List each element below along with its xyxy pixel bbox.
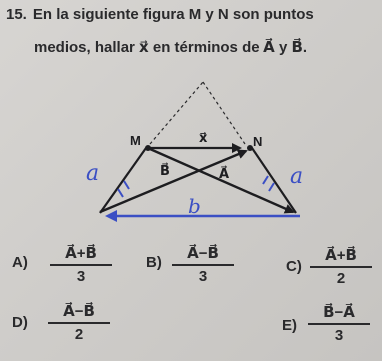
option-d-fraction	[48, 302, 110, 343]
handwritten-b-bottom: b	[188, 194, 201, 218]
option-d-letter: D)	[12, 314, 28, 331]
option-b-fraction	[172, 244, 234, 285]
label-x: x⃗	[199, 130, 208, 145]
option-a-fraction	[50, 244, 112, 285]
option-a-numerator: A⃗+B⃗	[50, 244, 112, 266]
option-c-denominator: 2	[336, 270, 346, 287]
option-e-fraction	[308, 303, 370, 344]
option-e[interactable]	[282, 303, 378, 361]
question-number: 15.	[6, 6, 27, 23]
option-a[interactable]	[12, 240, 122, 300]
option-b-letter: B)	[146, 254, 162, 271]
option-e-letter: E)	[282, 317, 297, 334]
dashed-left-extension	[150, 82, 203, 144]
option-d-denominator: 2	[74, 326, 84, 343]
option-c-letter: C)	[286, 258, 302, 275]
option-d-numerator: A⃗−B⃗	[48, 302, 110, 324]
label-n: N	[253, 134, 263, 149]
option-c-numerator: A⃗+B⃗	[310, 246, 372, 268]
dashed-right-extension	[203, 82, 245, 144]
question-text-1: En la siguiente figura M y N son puntos	[32, 6, 314, 23]
option-b-denominator: 3	[198, 268, 208, 285]
handwritten-a-right: a	[290, 164, 304, 189]
label-a: A⃗	[219, 166, 230, 181]
option-e-numerator: B⃗−A⃗	[308, 303, 370, 325]
option-b[interactable]	[146, 240, 256, 300]
option-a-letter: A)	[12, 254, 28, 271]
option-e-denominator: 3	[334, 327, 344, 344]
option-c-fraction	[310, 246, 372, 287]
option-b-numerator: A⃗−B⃗	[172, 244, 234, 266]
question-line-2: medios, hallar x⃗ en términos de A⃗ y B⃗.	[34, 39, 308, 56]
handwritten-a-left: a	[86, 161, 100, 186]
point-m	[145, 145, 151, 151]
label-m: M	[130, 133, 141, 148]
option-c[interactable]	[286, 244, 376, 304]
option-a-denominator: 3	[76, 268, 86, 285]
option-d[interactable]	[12, 300, 122, 360]
label-b: B⃗	[160, 163, 170, 178]
